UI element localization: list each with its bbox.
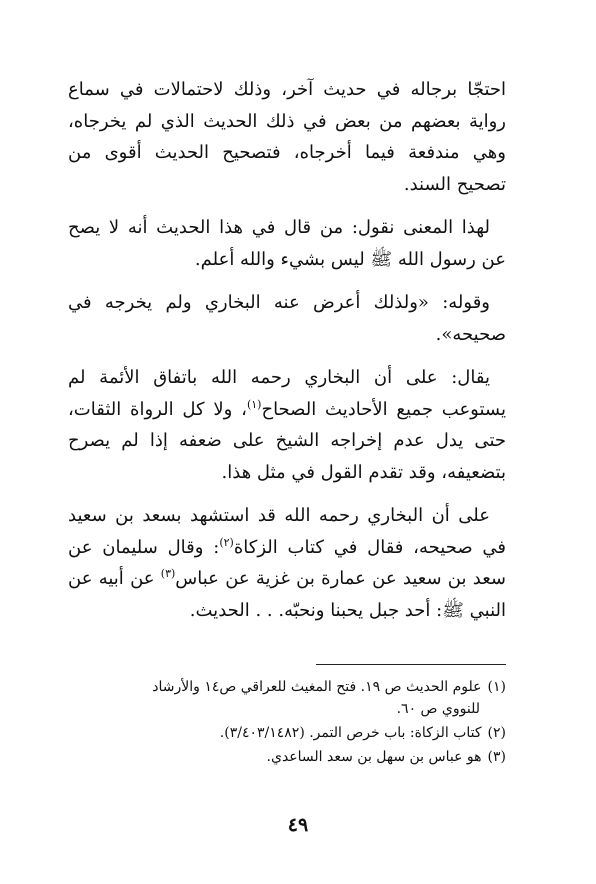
page-number: ٤٩ xyxy=(287,814,309,836)
footnote-number: (٣) xyxy=(487,749,506,765)
footnote-text: هو عباس بن سهل بن سعد الساعدي. xyxy=(266,749,482,765)
footnote-ref-2[interactable]: (٢) xyxy=(219,535,234,549)
footnote-text: كتاب الزكاة: باب خرص التمر. (٣/٤٠٣/١٤٨٢). xyxy=(219,725,482,741)
paragraph-2: لهذا المعنى نقول: من قال في هذا الحديث أنه لا يصح عن رسول الله ﷺ ليس بشيء والله أعلم. xyxy=(68,217,506,270)
paragraph-4: يقال: على أن البخاري رحمه الله باتفاق الأئمة لم يستوعب جميع الأحاديث الصحاح$^{(١)}$، ولا كل الرواة الثقات، حتى يدل عدم إخراجه الشيخ على ضعفه إذا لم يصرح بتضعيفه، وقد تقدم القول في مثل هذا. xyxy=(68,367,506,483)
main-text xyxy=(68,74,506,638)
footnote-number: (٢) xyxy=(487,725,506,741)
footnote-ref-3[interactable]: (٣) xyxy=(160,567,176,580)
footnotes xyxy=(68,676,506,770)
footnote-1 xyxy=(68,676,506,720)
paragraph-3: وقوله: «ولذلك أعرض عنه البخاري ولم يخرجه في صحيحه». xyxy=(68,292,506,345)
footnote-text: علوم الحديث ص ١٩. فتح المغيث للعراقي ص١٤ والأرشاد xyxy=(152,679,482,695)
footnote-ref-1[interactable]: (١) xyxy=(246,397,262,411)
footnote-2 xyxy=(68,722,506,744)
footnote-separator xyxy=(316,664,506,665)
footnote-text-continued: للنووي ص ٦٠. xyxy=(396,701,480,717)
footnote-3 xyxy=(68,746,506,768)
paragraph-1: احتجّا برجاله في حديث آخر، وذلك لاحتمالات في سماع رواية بعضهم من بعض في ذلك الحديث الذي لم يخرجاه، وهي مندفعة فيما أخرجاه، فتصحيح الحديث أقوى من تصحيح السند. xyxy=(68,79,506,195)
footnote-number: (١) xyxy=(487,679,506,695)
paragraph-5: على أن البخاري رحمه الله قد استشهد بسعد بن سعيد في صحيحه، فقال في كتاب الزكاة$^{(٢)}$: وقال سليمان عن سعد بن سعيد عن عمارة بن غزية عن عباس$^{(٣)}$ عن أبيه عن النبي ﷺ: أحد جبل يحبنا ونحبّه. . . الحديث. xyxy=(68,505,506,621)
